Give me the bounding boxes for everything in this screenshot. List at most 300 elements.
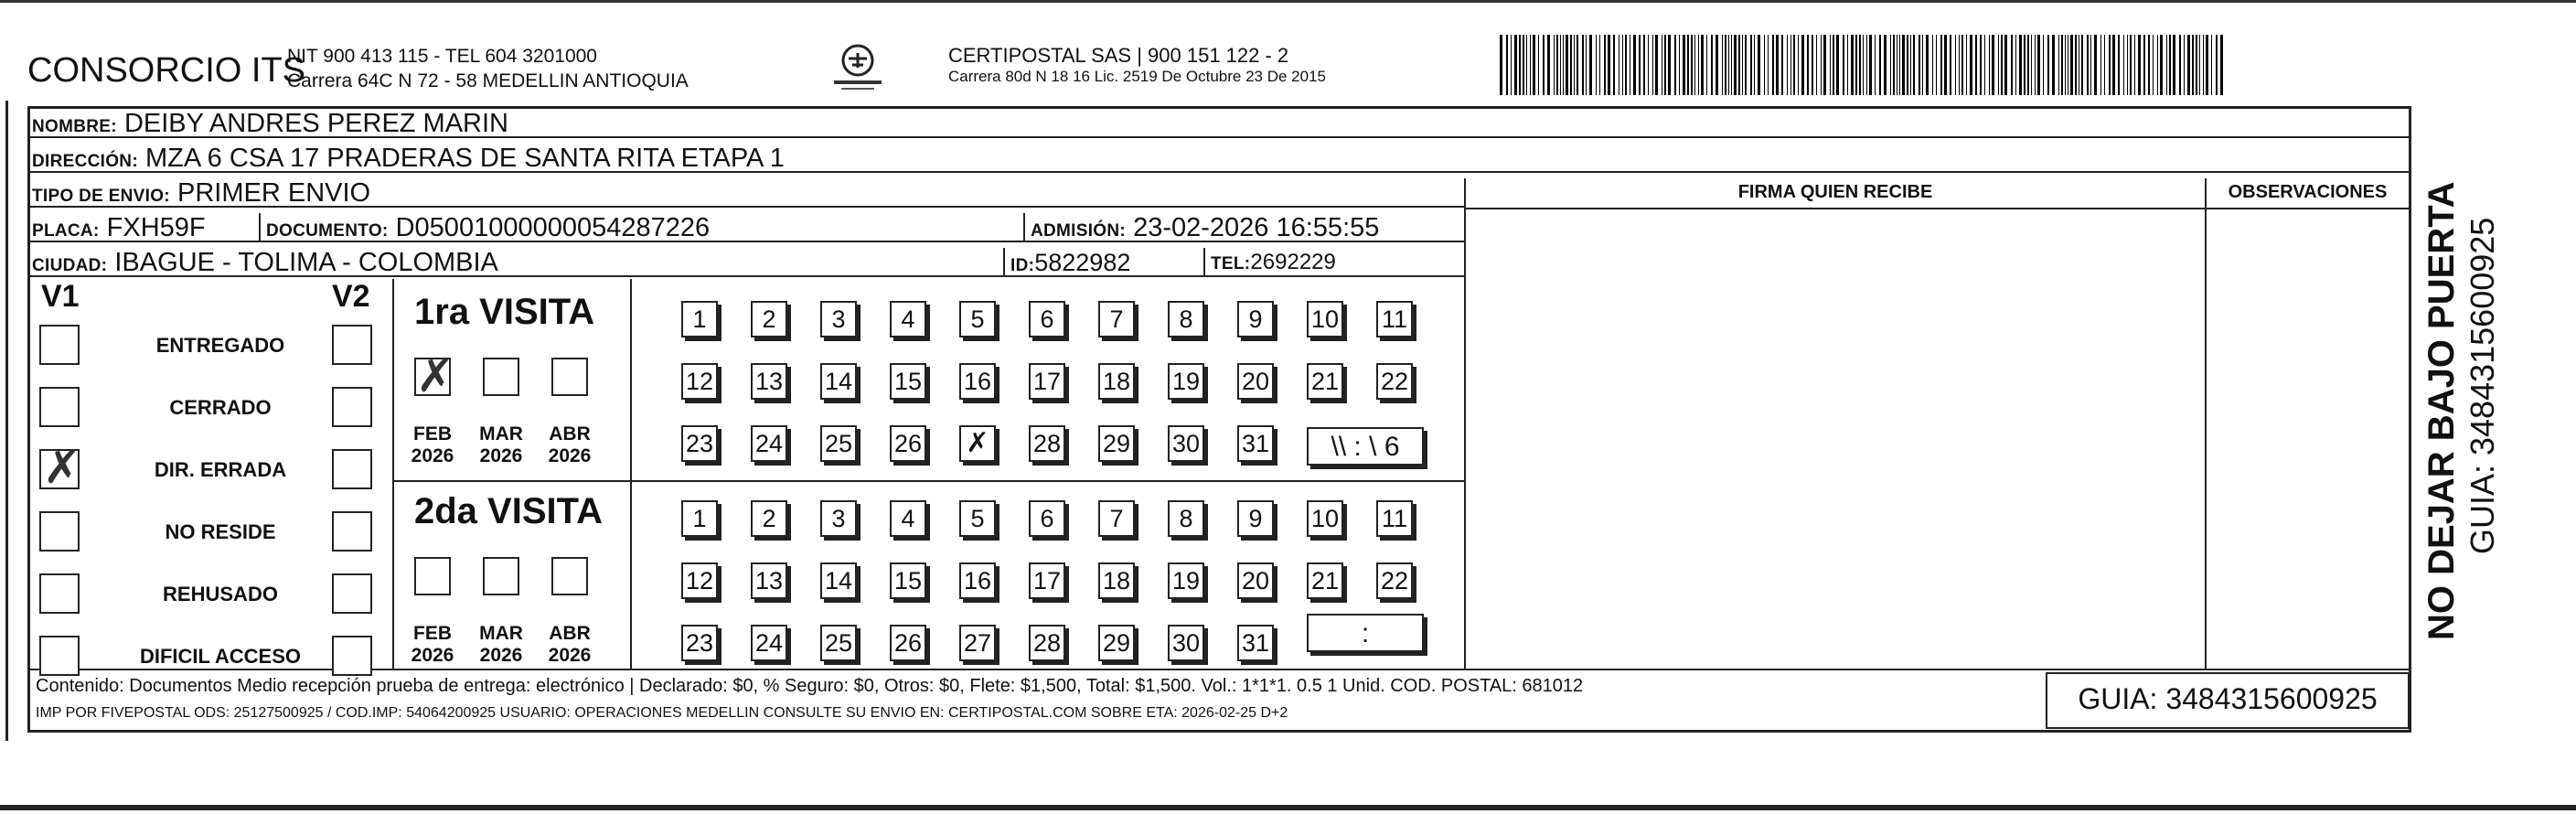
visit1-day[interactable]: 4 — [890, 301, 926, 337]
v1-checkbox[interactable] — [39, 325, 80, 365]
visit1-day[interactable]: 21 — [1307, 363, 1343, 400]
barcode-bar — [1970, 35, 1972, 95]
barcode-bar — [2138, 35, 2141, 95]
barcode-bar — [2216, 35, 2218, 95]
barcode-bar — [1731, 35, 1732, 95]
tel-value: 2692229 — [1250, 250, 1336, 274]
month-check-mark: ✗ — [416, 349, 454, 402]
firma-heading: FIRMA QUIEN RECIBE — [1737, 182, 1933, 202]
tipo-label: TIPO DE ENVIO: — [32, 187, 170, 206]
barcode-bar — [2027, 35, 2029, 95]
barcode-bar — [1950, 35, 1951, 95]
visit2-month-checkbox[interactable] — [414, 557, 451, 595]
visit2-day[interactable]: 11 — [1376, 500, 1413, 537]
barcode-bar — [2179, 35, 2181, 95]
barcode-bar — [1992, 35, 1994, 95]
visit1-time[interactable]: \\ : \ 6 — [1307, 427, 1424, 466]
barcode-bar — [1821, 35, 1822, 95]
barcode-bar — [2196, 35, 2197, 95]
barcode-bar — [1869, 35, 1872, 95]
barcode-bar — [1560, 35, 1561, 95]
barcode-bar — [1679, 35, 1680, 95]
visit1-day[interactable]: 30 — [1168, 425, 1204, 462]
barcode-bar — [1855, 35, 1857, 95]
visit2-day[interactable]: 5 — [959, 500, 996, 537]
visit2-day[interactable]: 2 — [751, 500, 787, 537]
barcode-bar — [2024, 35, 2026, 95]
company-address: Carrera 64C N 72 - 58 MEDELLIN ANTIOQUIA — [287, 70, 689, 91]
visit2-day[interactable]: 12 — [681, 562, 718, 599]
visit2-time[interactable]: : — [1307, 614, 1424, 652]
barcode-bar — [1725, 35, 1726, 95]
month-year: 2026 — [548, 645, 592, 666]
visit2-day[interactable]: 18 — [1098, 562, 1135, 599]
v1-checkbox[interactable] — [39, 511, 80, 552]
visit2-day[interactable]: 27 — [959, 625, 996, 661]
nit-line: NIT 900 413 115 - TEL 604 3201000 — [287, 46, 597, 67]
visit1-day[interactable]: 31 — [1237, 425, 1274, 462]
barcode-bar — [2160, 35, 2163, 95]
barcode-bar — [2184, 35, 2185, 95]
tipo-value: PRIMER ENVIO — [177, 178, 371, 208]
visit2-day[interactable]: 6 — [1029, 500, 1065, 537]
barcode-bar — [1998, 35, 1999, 95]
barcode-bar — [2037, 35, 2040, 95]
v2-checkbox[interactable] — [332, 573, 372, 614]
documento-label: DOCUMENTO: — [266, 221, 389, 241]
barcode-bar — [1859, 35, 1861, 95]
barcode-bar — [1758, 35, 1760, 95]
barcode-bar — [1936, 35, 1937, 95]
visit2-day[interactable]: 15 — [890, 562, 926, 599]
visit2-day[interactable]: 24 — [751, 625, 787, 661]
barcode-bar — [1830, 35, 1831, 95]
bottom-rule — [0, 805, 2576, 810]
barcode-bar — [1691, 35, 1693, 95]
barcode-bar — [2134, 35, 2135, 95]
barcode-bar — [2123, 35, 2124, 95]
barcode-bar — [2192, 35, 2194, 95]
column-head-rule — [1464, 208, 2409, 209]
visit1-month-label — [405, 423, 460, 467]
visit2-day[interactable]: 1 — [681, 500, 718, 537]
barcode-bar — [1843, 35, 1844, 95]
visit2-day[interactable]: 26 — [890, 625, 926, 661]
barcode-bar — [1639, 35, 1641, 95]
barcode-bar — [2211, 35, 2212, 95]
barcode-bar — [2043, 35, 2044, 95]
company-info — [287, 44, 689, 93]
months-divider — [630, 279, 632, 670]
visit1-day[interactable]: 19 — [1168, 363, 1204, 400]
barcode-bar — [1793, 35, 1795, 95]
month-year: 2026 — [411, 445, 454, 466]
month-year: 2026 — [479, 445, 523, 466]
ciudad-label: CIUDAD: — [32, 256, 108, 275]
barcode-bar — [1812, 35, 1813, 95]
barcode-bar — [1913, 35, 1915, 95]
visit1-day[interactable]: 16 — [959, 363, 996, 400]
barcode-bar — [1907, 35, 1908, 95]
barcode-bar — [1922, 35, 1923, 95]
barcode-bar — [2015, 35, 2016, 95]
v1-checkbox[interactable] — [39, 573, 80, 614]
ciudad-value: IBAGUE - TOLIMA - COLOMBIA — [114, 248, 498, 277]
v1-checkbox[interactable] — [39, 387, 80, 427]
visit2-day[interactable]: 21 — [1307, 562, 1343, 599]
barcode-bar — [2031, 35, 2032, 95]
row-direccion — [30, 144, 2409, 173]
visit2-day[interactable]: 17 — [1029, 562, 1065, 599]
visit2-day[interactable]: 31 — [1237, 625, 1274, 661]
barcode-bar — [1664, 35, 1666, 95]
month-year: 2026 — [411, 645, 454, 666]
visit2-day[interactable]: 19 — [1168, 562, 1204, 599]
barcode-bar — [1538, 35, 1539, 95]
visit2-day[interactable]: 13 — [751, 562, 787, 599]
footer-print-info: IMP POR FIVEPOSTAL ODS: 25127500925 / COD.IMP: 54064200925 USUARIO: OPERACIONES MEDELLIN CONSULTE SU ENVIO EN: CERTIPOSTAL.COM SOBRE ETA: 2026-02-25 D+2 — [36, 705, 1288, 721]
firma-divider — [1464, 178, 1466, 670]
id-cell — [1003, 248, 1130, 277]
barcode-bar — [1728, 35, 1729, 95]
barcode-bar — [1890, 35, 1891, 95]
visit1-month-label — [542, 423, 597, 467]
barcode-bar — [2166, 35, 2167, 95]
barcode-bar — [1919, 35, 1920, 95]
observaciones-heading: OBSERVACIONES — [2228, 182, 2388, 202]
barcode-bar — [1586, 35, 1587, 95]
visit1-day[interactable]: 11 — [1376, 301, 1413, 337]
footer-contents: Contenido: Documentos Medio recepción prueba de entrega: electrónico | Declarado: $0, % Seguro: $0, Otros: $0, Flete: $1,500, Total: $1,500. Vol.: 1*1*1. 0.5 1 Unid. COD. POSTAL: 681012 — [36, 676, 1584, 696]
barcode-bar — [1910, 35, 1911, 95]
visit1-day[interactable]: 8 — [1168, 301, 1204, 337]
barcode-bar — [1847, 35, 1848, 95]
barcode-bar — [2065, 35, 2066, 95]
reason-label: DIFICIL ACCESO — [139, 645, 301, 668]
id-value: 5822982 — [1034, 249, 1131, 276]
barcode-bar — [2143, 35, 2145, 95]
carrier-address: Carrera 80d N 18 16 Lic. 2519 De Octubre 23 De 2015 — [948, 68, 1326, 85]
guide-form — [27, 106, 2411, 733]
visit1-month-checkbox[interactable] — [483, 358, 519, 396]
visit1-day[interactable]: 25 — [820, 425, 857, 462]
tel-cell — [1203, 248, 1336, 277]
visit2-month-checkbox[interactable] — [483, 557, 519, 595]
visit1-day[interactable]: 9 — [1237, 301, 1274, 337]
visit2-day[interactable]: 3 — [820, 500, 857, 537]
documento-value: D05001000000054287226 — [395, 213, 711, 242]
barcode-bar — [1899, 35, 1900, 95]
barcode-bar — [1556, 35, 1558, 95]
barcode-bar — [1851, 35, 1854, 95]
visit1-day[interactable]: 1 — [681, 301, 718, 337]
reasons-divider — [392, 279, 394, 670]
barcode-bar — [2127, 35, 2128, 95]
barcode-bar — [1823, 35, 1826, 95]
barcode-bar — [1698, 35, 1699, 95]
visit1-day[interactable]: 17 — [1029, 363, 1065, 400]
barcode-bar — [1633, 35, 1636, 95]
barcode-bar — [1648, 35, 1649, 95]
barcode-bar — [1798, 35, 1799, 95]
barcode-bar — [1655, 35, 1658, 95]
barcode-bar — [1722, 35, 1723, 95]
visit1-day[interactable]: 28 — [1029, 425, 1065, 462]
barcode-bar — [1668, 35, 1671, 95]
barcode-bar — [1613, 35, 1615, 95]
barcode-bar — [1554, 35, 1555, 95]
barcode-bar — [1772, 35, 1774, 95]
nombre-label: NOMBRE: — [32, 117, 117, 136]
barcode-bar — [1738, 35, 1740, 95]
barcode-bar — [1959, 35, 1960, 95]
nombre-value: DEIBY ANDRES PEREZ MARIN — [123, 109, 508, 138]
visit1-day[interactable]: 22 — [1376, 363, 1413, 400]
barcode-bar — [1902, 35, 1905, 95]
visit2-month-checkbox[interactable] — [551, 557, 588, 595]
barcode-bar — [1716, 35, 1718, 95]
barcode-bar — [2109, 35, 2111, 95]
barcode-bar — [2081, 35, 2083, 95]
barcode-bar — [1599, 35, 1600, 95]
visit2-day[interactable]: 14 — [820, 562, 857, 599]
barcode-bar — [1547, 35, 1550, 95]
barcode-bar — [1781, 35, 1783, 95]
visit2-day[interactable]: 29 — [1098, 625, 1135, 661]
visit1-day[interactable]: 24 — [751, 425, 787, 462]
v2-checkbox[interactable] — [332, 511, 372, 552]
barcode-bar — [2173, 35, 2175, 95]
v2-checkbox[interactable] — [332, 636, 372, 676]
barcode-bar — [2100, 35, 2101, 95]
visit1-day[interactable]: 13 — [751, 363, 787, 400]
visit1-day[interactable]: 23 — [681, 425, 718, 462]
barcode-bar — [1955, 35, 1956, 95]
visit2-day[interactable]: 8 — [1168, 500, 1204, 537]
left-rule — [5, 101, 8, 741]
barcode-bar — [1984, 35, 1985, 95]
visit1-day[interactable]: ✗ — [959, 425, 996, 462]
visit1-day[interactable]: 29 — [1098, 425, 1135, 462]
reason-label: DIR. ERRADA — [154, 458, 287, 481]
visit2-day[interactable]: 9 — [1237, 500, 1274, 537]
barcode-bar — [1519, 35, 1521, 95]
barcode-bar — [1604, 35, 1606, 95]
barcode-bar — [2130, 35, 2132, 95]
visit1-day[interactable]: 14 — [820, 363, 857, 400]
barcode-bar — [1652, 35, 1653, 95]
reason-label: REHUSADO — [163, 583, 278, 605]
visit2-day[interactable]: 10 — [1307, 500, 1343, 537]
barcode-bar — [1500, 35, 1502, 95]
barcode-bar — [1608, 35, 1610, 95]
admision-cell — [1023, 213, 1379, 242]
barcode-bar — [2094, 35, 2097, 95]
month-name: FEB — [413, 623, 452, 644]
month-name: MAR — [479, 623, 523, 644]
barcode-bar — [1989, 35, 1990, 95]
admision-label: ADMISIÓN: — [1031, 221, 1127, 241]
barcode-bar — [1807, 35, 1809, 95]
barcode-bar — [1514, 35, 1517, 95]
barcode-bar — [1866, 35, 1867, 95]
barcode-bar — [1787, 35, 1788, 95]
barcode-bar — [1754, 35, 1755, 95]
visit1-month-checkbox[interactable] — [551, 358, 588, 396]
barcode-bar — [1790, 35, 1791, 95]
barcode — [1500, 35, 2227, 95]
no-dejar-notice: NO DEJAR BAJO PUERTA — [2421, 181, 2462, 640]
barcode-bar — [1711, 35, 1713, 95]
visit1-day[interactable]: 18 — [1098, 363, 1135, 400]
v2-header: V2 — [332, 279, 370, 314]
barcode-bar — [1596, 35, 1597, 95]
visit2-day[interactable]: 22 — [1376, 562, 1413, 599]
visit1-title: 1ra VISITA — [414, 292, 595, 332]
row-tipo — [30, 178, 1466, 208]
month-year: 2026 — [479, 645, 523, 666]
visit2-day[interactable]: 4 — [890, 500, 926, 537]
barcode-bar — [2019, 35, 2022, 95]
barcode-bar — [2058, 35, 2059, 95]
barcode-bar — [1833, 35, 1834, 95]
barcode-bar — [1875, 35, 1876, 95]
visit2-day[interactable]: 23 — [681, 625, 718, 661]
barcode-bar — [1511, 35, 1512, 95]
barcode-bar — [2047, 35, 2049, 95]
barcode-bar — [1701, 35, 1704, 95]
barcode-bar — [1589, 35, 1592, 95]
barcode-bar — [2011, 35, 2013, 95]
barcode-bar — [2199, 35, 2200, 95]
barcode-bar — [1570, 35, 1572, 95]
visit2-day[interactable]: 25 — [820, 625, 857, 661]
visit1-day[interactable]: 5 — [959, 301, 996, 337]
barcode-bar — [1526, 35, 1527, 95]
barcode-bar — [1506, 35, 1508, 95]
barcode-bar — [1694, 35, 1695, 95]
v1-check-mark: ✗ — [43, 441, 81, 494]
certipostal-logo — [830, 40, 885, 95]
side-guia: GUIA: 3484315600925 — [2464, 217, 2501, 554]
visit2-month-label — [405, 623, 460, 667]
barcode-bar — [1543, 35, 1545, 95]
footer-rule — [30, 669, 2409, 670]
reason-label: NO RESIDE — [165, 520, 276, 543]
v1-checkbox[interactable] — [39, 636, 80, 676]
v2-checkbox[interactable] — [332, 387, 372, 427]
month-year: 2026 — [548, 445, 592, 466]
barcode-bar — [2148, 35, 2150, 95]
barcode-bar — [1683, 35, 1685, 95]
barcode-bar — [1879, 35, 1881, 95]
barcode-bar — [1706, 35, 1707, 95]
barcode-bar — [2035, 35, 2036, 95]
barcode-bar — [2203, 35, 2204, 95]
barcode-bar — [1816, 35, 1817, 95]
barcode-bar — [1750, 35, 1752, 95]
visit1-day[interactable]: 26 — [890, 425, 926, 462]
barcode-bar — [1764, 35, 1765, 95]
barcode-bar — [1932, 35, 1933, 95]
barcode-bar — [1687, 35, 1689, 95]
visit1-day[interactable]: 2 — [751, 301, 787, 337]
month-name: FEB — [413, 423, 452, 444]
obs-divider — [2205, 178, 2207, 670]
v2-checkbox[interactable] — [332, 325, 372, 365]
barcode-bar — [1768, 35, 1769, 95]
barcode-bar — [1961, 35, 1963, 95]
visit1-day[interactable]: 7 — [1098, 301, 1135, 337]
barcode-bar — [1674, 35, 1676, 95]
barcode-bar — [1742, 35, 1743, 95]
visit2-day[interactable]: 28 — [1029, 625, 1065, 661]
barcode-bar — [1625, 35, 1627, 95]
row-nombre — [30, 109, 2409, 138]
visit1-day[interactable]: 6 — [1029, 301, 1065, 337]
barcode-bar — [2061, 35, 2063, 95]
visit2-title: 2da VISITA — [414, 491, 603, 531]
barcode-bar — [1563, 35, 1564, 95]
barcode-bar — [2075, 35, 2077, 95]
top-rule — [0, 0, 2576, 3]
barcode-bar — [2087, 35, 2089, 95]
barcode-bar — [1944, 35, 1947, 95]
reason-label: CERRADO — [169, 396, 272, 419]
id-label: ID: — [1010, 256, 1035, 275]
visit1-day[interactable]: 20 — [1237, 363, 1274, 400]
barcode-bar — [1574, 35, 1575, 95]
tel-label: TEL: — [1211, 254, 1251, 273]
visit1-month-label — [474, 423, 529, 467]
visit2-day[interactable]: 7 — [1098, 500, 1135, 537]
barcode-bar — [1734, 35, 1737, 95]
reason-label: ENTREGADO — [155, 334, 285, 357]
visit2-day[interactable]: 30 — [1168, 625, 1204, 661]
barcode-bar — [1863, 35, 1864, 95]
barcode-bar — [1533, 35, 1535, 95]
barcode-bar — [2001, 35, 2003, 95]
barcode-bar — [1776, 35, 1779, 95]
barcode-bar — [1940, 35, 1942, 95]
placa-value: FXH59F — [106, 213, 206, 242]
month-name: ABR — [549, 423, 591, 444]
barcode-bar — [2153, 35, 2154, 95]
barcode-bar — [2104, 35, 2105, 95]
visit2-day[interactable]: 20 — [1237, 562, 1274, 599]
company-name: CONSORCIO ITS — [27, 51, 306, 90]
barcode-bar — [2090, 35, 2091, 95]
barcode-bar — [1801, 35, 1804, 95]
visit1-day[interactable]: 10 — [1307, 301, 1343, 337]
barcode-bar — [1975, 35, 1977, 95]
visit1-day[interactable]: 3 — [820, 301, 857, 337]
barcode-bar — [1566, 35, 1568, 95]
placa-label: PLACA: — [32, 221, 100, 241]
visit1-day[interactable]: 15 — [890, 363, 926, 400]
barcode-bar — [1745, 35, 1747, 95]
visit1-day[interactable]: 12 — [681, 363, 718, 400]
visit-separator — [392, 480, 1464, 482]
v2-checkbox[interactable] — [332, 449, 372, 489]
documento-cell — [259, 213, 710, 242]
visit2-month-label — [542, 623, 597, 667]
barcode-bar — [1836, 35, 1839, 95]
barcode-bar — [2052, 35, 2055, 95]
barcode-bar — [2220, 35, 2223, 95]
visit2-day[interactable]: 16 — [959, 562, 996, 599]
direccion-label: DIRECCIÓN: — [32, 152, 138, 171]
